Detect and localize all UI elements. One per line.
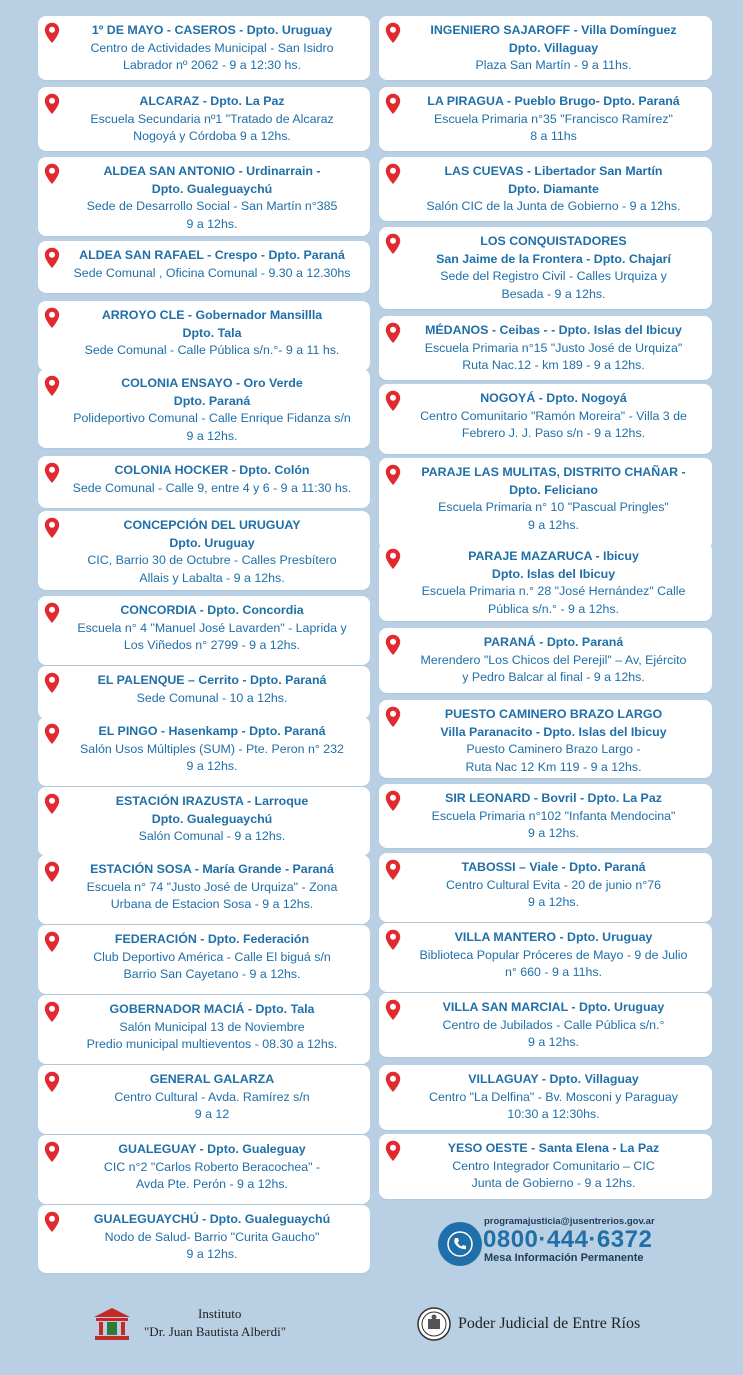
location-detail: Polideportivo Comunal - Calle Enrique Fidanza s/n [73, 411, 351, 425]
location-pin-icon [385, 634, 401, 656]
location-card [38, 787, 370, 856]
location-pin-icon [44, 462, 60, 484]
location-title: VILLA MANTERO - Dpto. Uruguay [454, 930, 653, 944]
contact-block [436, 1214, 716, 1270]
location-detail: Escuela Primaria n°35 "Francisco Ramírez" [434, 111, 673, 126]
location-pin-icon [385, 548, 401, 570]
location-detail: Centro Comunitario "Ramón Moreira" - Villa 3 de [420, 408, 687, 423]
location-detail: Predio municipal multieventos - 08.30 a 12hs. [86, 1037, 338, 1051]
location-detail: Barrio San Cayetano - 9 a 12hs. [123, 967, 301, 981]
location-detail: 8 a 11hs [530, 129, 577, 143]
location-detail: Nogoyá y Córdoba 9 a 12hs. [133, 129, 291, 143]
location-title: COLONIA HOCKER - Dpto. Colón [114, 463, 310, 477]
location-detail: Centro de Actividades Municipal - San Isidro [90, 40, 334, 55]
contact-email[interactable]: programajusticia@jusentrerios.gov.ar [484, 1216, 655, 1227]
location-title: SIR LEONARD - Bovril - Dpto. La Paz [445, 791, 662, 805]
location-detail: Escuela Primaria n° 10 "Pascual Pringles" [438, 500, 669, 514]
institute-line-1: Instituto [198, 1306, 242, 1321]
location-pin-icon [44, 723, 60, 745]
location-detail: Nodo de Salud- Barrio "Curita Gaucho" [104, 1229, 320, 1244]
location-pin-icon [44, 931, 60, 953]
location-card [379, 316, 712, 380]
location-title: ALDEA SAN RAFAEL - Crespo - Dpto. Paraná [79, 248, 345, 262]
location-title: ESTACIÓN IRAZUSTA - Larroque [115, 794, 309, 808]
location-title: EL PINGO - Hasenkamp - Dpto. Paraná [98, 724, 326, 738]
location-detail: Ruta Nac.12 - km 189 - 9 a 12hs. [462, 358, 645, 372]
location-title: CONCORDIA - Dpto. Concordia [120, 603, 304, 617]
location-card [38, 596, 370, 665]
location-card [38, 666, 370, 719]
location-title: ALCARAZ - Dpto. La Paz [139, 94, 285, 108]
location-department: San Jaime de la Frontera - Dpto. Chajarí [436, 251, 671, 266]
location-department: Dpto. Diamante [508, 181, 599, 196]
location-title: TABOSSI – Viale - Dpto. Paraná [461, 860, 646, 874]
location-card [38, 16, 370, 80]
location-detail: y Pedro Balcar al final - 9 a 12hs. [462, 670, 645, 684]
location-detail: Avda Pte. Perón - 9 a 12hs. [136, 1177, 288, 1191]
location-pin-icon [385, 22, 401, 44]
location-detail: Centro de Jubilados - Calle Pública s/n.° [442, 1017, 665, 1032]
building-icon [92, 1306, 132, 1342]
location-card [379, 458, 712, 550]
location-card [379, 16, 712, 80]
location-detail: Escuela Primaria n°102 "Infanta Mendocina" [431, 808, 676, 823]
location-detail: 9 a 12hs. [186, 216, 238, 231]
location-title: CONCEPCIÓN DEL URUGUAY [123, 518, 301, 532]
location-pin-icon [385, 464, 401, 486]
location-detail: Centro "La Delfina" - Bv. Mosconi y Paraguay [429, 1089, 678, 1104]
location-card [38, 1135, 370, 1204]
location-department: Dpto. Uruguay [169, 535, 255, 550]
location-detail: 10:30 a 12:30hs. [507, 1107, 600, 1121]
location-pin-icon [44, 1001, 60, 1023]
location-detail: Puesto Caminero Brazo Largo - [466, 742, 641, 756]
location-detail: 9 a 12hs. [528, 517, 579, 532]
location-detail: CIC n°2 "Carlos Roberto Beracochea" - [103, 1159, 321, 1174]
location-pin-icon [385, 390, 401, 412]
location-detail: Sede del Registro Civil - Calles Urquiza y [440, 269, 667, 283]
location-pin-icon [385, 999, 401, 1021]
location-department: Dpto. Gualeguaychú [151, 811, 273, 826]
location-department: Dpto. Paraná [173, 393, 251, 408]
location-card [379, 384, 712, 454]
location-pin-icon [44, 247, 60, 269]
location-pin-icon [44, 861, 60, 883]
location-detail: 9 a 12hs. [186, 759, 238, 773]
location-card [38, 301, 370, 371]
location-card [379, 1065, 712, 1130]
location-card [379, 853, 712, 922]
location-detail: Ruta Nac 12 Km 119 - 9 a 12hs. [465, 759, 642, 774]
location-pin-icon [385, 93, 401, 115]
location-title: VILLAGUAY - Dpto. Villaguay [468, 1072, 639, 1086]
location-title: COLONIA ENSAYO - Oro Verde [121, 376, 303, 390]
location-detail: Febrero J. J. Paso s/n - 9 a 12hs. [461, 426, 646, 440]
location-pin-icon [44, 1211, 60, 1233]
location-department: Dpto. Gualeguaychú [151, 181, 273, 196]
location-title: ALDEA SAN ANTONIO - Urdinarrain - [103, 164, 321, 178]
location-pin-icon [385, 1071, 401, 1093]
location-card [379, 700, 712, 778]
location-title: GENERAL GALARZA [149, 1072, 275, 1086]
location-card [38, 855, 370, 924]
location-pin-icon [385, 233, 401, 255]
location-detail: Centro Cultural Evita - 20 de junio n°76 [445, 877, 662, 892]
location-detail: Sede Comunal , Oficina Comunal - 9.30 a 12.30hs [73, 265, 351, 280]
location-card [379, 227, 712, 309]
location-card [38, 925, 370, 994]
location-card [379, 157, 712, 221]
location-pin-icon [44, 602, 60, 624]
location-detail: 9 a 12hs. [186, 1247, 238, 1261]
location-detail: 9 a 12hs. [528, 895, 579, 909]
location-detail: Sede Comunal - Calle 9, entre 4 y 6 - 9 a 11:30 hs. [72, 480, 352, 495]
location-title: GUALEGUAY - Dpto. Gualeguay [118, 1142, 306, 1156]
location-detail: Besada - 9 a 12hs. [501, 286, 606, 301]
location-detail: Salón Comunal - 9 a 12hs. [138, 829, 286, 843]
institute-line-2: "Dr. Juan Bautista Alberdi" [144, 1324, 287, 1339]
location-card [38, 241, 370, 293]
location-detail: 9 a 12hs. [528, 826, 579, 840]
location-card [38, 717, 370, 786]
location-detail: Pública s/n.° - 9 a 12hs. [488, 601, 619, 616]
location-title: NOGOYÁ - Dpto. Nogoyá [480, 391, 627, 405]
location-title: PARANÁ - Dpto. Paraná [483, 635, 624, 649]
location-pin-icon [385, 322, 401, 344]
location-card [38, 1065, 370, 1134]
location-detail: Biblioteca Popular Próceres de Mayo - 9 de Julio [419, 947, 688, 962]
location-detail: Escuela n° 4 "Manuel José Lavarden" - Laprida y [77, 620, 347, 635]
location-department: Dpto. Feliciano [509, 482, 598, 497]
location-detail: Escuela Primaria n.° 28 "José Hernández" Calle [421, 584, 686, 598]
location-title: INGENIERO SAJAROFF - Villa Domínguez [430, 23, 677, 37]
location-detail: Allais y Labalta - 9 a 12hs. [139, 570, 285, 585]
location-pin-icon [44, 517, 60, 539]
location-title: VILLA SAN MARCIAL - Dpto. Uruguay [442, 1000, 665, 1014]
location-title: GUALEGUAYCHÚ - Dpto. Gualeguaychú [93, 1212, 331, 1226]
location-title: ESTACIÓN SOSA - María Grande - Paraná [90, 862, 334, 876]
location-title: MÉDANOS - Ceibas - - Dpto. Islas del Ibicuy [425, 323, 682, 337]
location-detail: Urbana de Estacion Sosa - 9 a 12hs. [110, 897, 314, 911]
location-detail: Escuela n° 74 "Justo José de Urquiza" - Zona [86, 879, 338, 894]
location-pin-icon [385, 790, 401, 812]
location-department: Dpto. Villaguay [508, 40, 599, 55]
location-detail: 9 a 12hs. [528, 1035, 579, 1049]
location-detail: Centro Integrador Comunitario – CIC [452, 1158, 655, 1173]
location-card [379, 1134, 712, 1199]
location-detail: Club Deportivo América - Calle El biguá s/n [93, 949, 331, 964]
location-title: PARAJE MAZARUCA - Ibicuy [468, 549, 639, 563]
location-pin-icon [385, 163, 401, 185]
location-pin-icon [385, 929, 401, 951]
location-title: YESO OESTE - Santa Elena - La Paz [447, 1141, 660, 1155]
location-detail: Sede Comunal - 10 a 12hs. [136, 690, 288, 705]
location-detail: Sede Comunal - Calle Pública s/n.°- 9 a 11 hs. [84, 343, 340, 357]
location-title: PUESTO CAMINERO BRAZO LARGO [444, 707, 663, 721]
location-detail: Plaza San Martín - 9 a 11hs. [475, 58, 632, 72]
location-pin-icon [44, 22, 60, 44]
location-detail: 9 a 12 [194, 1107, 230, 1121]
location-detail: 9 a 12hs. [186, 428, 238, 443]
location-detail: Salón CIC de la Junta de Gobierno - 9 a 12hs. [426, 199, 681, 213]
location-card [38, 87, 370, 151]
judicial-logo [416, 1304, 686, 1344]
location-title: LAS CUEVAS - Libertador San Martín [444, 164, 663, 178]
location-detail: Escuela Primaria n°15 "Justo José de Urquiza" [424, 340, 683, 355]
location-pin-icon [44, 375, 60, 397]
location-card [379, 993, 712, 1057]
location-pin-icon [44, 163, 60, 185]
seal-icon [416, 1306, 452, 1342]
location-card [38, 1205, 370, 1273]
location-pin-icon [44, 1141, 60, 1163]
location-detail: Merendero "Los Chicos del Perejil" – Av, Ejército [420, 652, 687, 667]
location-title: LOS CONQUISTADORES [480, 234, 627, 248]
location-card [379, 628, 712, 693]
location-pin-icon [44, 793, 60, 815]
location-card [38, 995, 370, 1064]
location-title: EL PALENQUE – Cerrito - Dpto. Paraná [97, 673, 327, 687]
location-pin-icon [385, 1140, 401, 1162]
location-title: GOBERNADOR MACIÁ - Dpto. Tala [109, 1002, 315, 1016]
contact-note: Mesa Información Permanente [484, 1252, 644, 1264]
location-title: PARAJE LAS MULITAS, DISTRITO CHAÑAR - [421, 465, 686, 479]
location-detail: Labrador nº 2062 - 9 a 12:30 hs. [122, 58, 302, 72]
location-detail: Junta de Gobierno - 9 a 12hs. [471, 1176, 636, 1190]
location-card [38, 456, 370, 508]
location-card [379, 542, 712, 621]
phone-icon [438, 1222, 482, 1266]
location-pin-icon [44, 672, 60, 694]
location-card [379, 87, 712, 151]
location-pin-icon [44, 1071, 60, 1093]
location-card [38, 511, 370, 590]
location-card [379, 784, 712, 848]
location-department: Villa Paranacito - Dpto. Islas del Ibicuy [440, 724, 667, 739]
location-title: 1º DE MAYO - CASEROS - Dpto. Uruguay [91, 23, 333, 37]
location-pin-icon [44, 93, 60, 115]
location-pin-icon [385, 859, 401, 881]
location-detail: Salón Usos Múltiples (SUM) - Pte. Peron n° 232 [80, 741, 344, 756]
location-title: LA PIRAGUA - Pueblo Brugo- Dpto. Paraná [427, 94, 680, 108]
location-card [38, 369, 370, 448]
location-detail: n° 660 - 9 a 11hs. [504, 965, 603, 979]
location-card [379, 923, 712, 992]
location-title: ARROYO CLE - Gobernador Mansillla [101, 308, 323, 322]
location-pin-icon [44, 307, 60, 329]
location-department: Dpto. Islas del Ibicuy [491, 566, 616, 581]
location-detail: Los Viñedos n° 2799 - 9 a 12hs. [123, 638, 301, 652]
location-department: Dpto. Tala [182, 325, 242, 340]
location-detail: Sede de Desarrollo Social - San Martín n°385 [86, 199, 338, 213]
contact-phone[interactable]: 0800·444·6372 [483, 1226, 653, 1253]
judicial-name: Poder Judicial de Entre Ríos [458, 1315, 641, 1332]
location-card [38, 157, 370, 236]
location-detail: Escuela Secundaria nº1 "Tratado de Alcaraz [90, 111, 334, 126]
institute-logo [90, 1302, 350, 1346]
location-detail: CIC, Barrio 30 de Octubre - Calles Presbítero [87, 553, 337, 567]
location-detail: Salón Municipal 13 de Noviembre [119, 1019, 305, 1034]
location-title: FEDERACIÓN - Dpto. Federación [114, 932, 310, 946]
location-pin-icon [385, 706, 401, 728]
location-detail: Centro Cultural - Avda. Ramírez s/n [114, 1089, 310, 1104]
